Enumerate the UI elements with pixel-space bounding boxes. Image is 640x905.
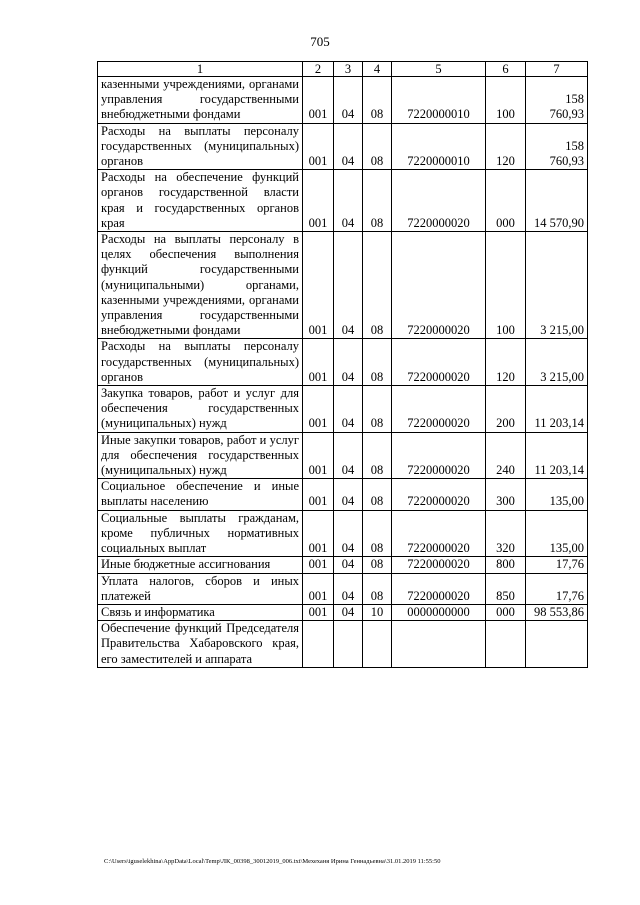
section-code: 04 <box>334 510 363 557</box>
item-name: Иные закупки товаров, работ и услуг для обеспечения государственных (муниципальных) нужд <box>98 432 303 479</box>
expense-type-code: 100 <box>486 232 526 339</box>
column-header: 3 <box>334 62 363 77</box>
expense-type-code: 300 <box>486 479 526 510</box>
subsection-code: 10 <box>363 604 392 620</box>
subsection-code: 08 <box>363 557 392 573</box>
subsection-code: 08 <box>363 170 392 232</box>
section-code: 04 <box>334 479 363 510</box>
subsection-code: 08 <box>363 123 392 170</box>
admin-code: 001 <box>303 386 334 433</box>
target-article-code: 7220000020 <box>392 432 486 479</box>
section-code: 04 <box>334 339 363 386</box>
section-code: 04 <box>334 232 363 339</box>
admin-code: 001 <box>303 339 334 386</box>
table-row <box>98 170 588 232</box>
target-article-code: 7220000020 <box>392 232 486 339</box>
item-name: Уплата налогов, сборов и иных платежей <box>98 573 303 604</box>
admin-code: 001 <box>303 432 334 479</box>
expense-type-code: 800 <box>486 557 526 573</box>
column-header: 7 <box>526 62 588 77</box>
file-path-footer: C:\Users\iguselekhina\AppData\Local\Temp\ЛК_00398_30012019_006.txt\Мехеханя Ирина Геннадьевна\31.01.2019 11:55:50 <box>104 858 441 865</box>
column-header: 1 <box>98 62 303 77</box>
item-name: Расходы на обеспечение функций органов государственной власти края и государственных органов края <box>98 170 303 232</box>
item-name: казенными учреждениями, органами управления государственными внебюджетными фондами <box>98 77 303 124</box>
section-code: 04 <box>334 170 363 232</box>
target-article-code: 7220000020 <box>392 557 486 573</box>
amount: 135,00 <box>526 510 588 557</box>
table-row <box>98 123 588 170</box>
subsection-code: 08 <box>363 432 392 479</box>
amount: 98 553,86 <box>526 604 588 620</box>
subsection-code: 08 <box>363 510 392 557</box>
amount: 3 215,00 <box>526 339 588 386</box>
admin-code: 001 <box>303 573 334 604</box>
expense-type-code: 120 <box>486 339 526 386</box>
expense-type-code: 200 <box>486 386 526 433</box>
budget-table <box>97 61 588 668</box>
section-code: 04 <box>334 432 363 479</box>
column-header: 2 <box>303 62 334 77</box>
column-header: 5 <box>392 62 486 77</box>
expense-type-code: 320 <box>486 510 526 557</box>
table-row <box>98 604 588 620</box>
target-article-code: 7220000020 <box>392 170 486 232</box>
item-name: Расходы на выплаты персоналу государственных (муниципальных) органов <box>98 339 303 386</box>
target-article-code: 0000000000 <box>392 604 486 620</box>
admin-code: 001 <box>303 232 334 339</box>
expense-type-code <box>486 621 526 668</box>
amount: 3 215,00 <box>526 232 588 339</box>
item-name: Расходы на выплаты персоналу государственных (муниципальных) органов <box>98 123 303 170</box>
amount: 14 570,90 <box>526 170 588 232</box>
subsection-code: 08 <box>363 339 392 386</box>
admin-code <box>303 621 334 668</box>
amount: 158 760,93 <box>526 77 588 124</box>
section-code: 04 <box>334 557 363 573</box>
expense-type-code: 850 <box>486 573 526 604</box>
table-row <box>98 432 588 479</box>
expense-type-code: 100 <box>486 77 526 124</box>
table-row <box>98 386 588 433</box>
page-number: 705 <box>310 34 330 49</box>
table-header-row <box>98 62 588 77</box>
table-row <box>98 479 588 510</box>
table-row <box>98 510 588 557</box>
target-article-code: 7220000010 <box>392 77 486 124</box>
table-row <box>98 557 588 573</box>
expense-type-code: 240 <box>486 432 526 479</box>
table-row <box>98 232 588 339</box>
amount: 17,76 <box>526 573 588 604</box>
target-article-code: 7220000020 <box>392 573 486 604</box>
amount: 11 203,14 <box>526 432 588 479</box>
table-row <box>98 573 588 604</box>
target-article-code: 7220000010 <box>392 123 486 170</box>
expense-type-code: 000 <box>486 170 526 232</box>
item-name: Связь и информатика <box>98 604 303 620</box>
target-article-code: 7220000020 <box>392 510 486 557</box>
target-article-code: 7220000020 <box>392 339 486 386</box>
table-row <box>98 339 588 386</box>
column-header: 6 <box>486 62 526 77</box>
amount: 135,00 <box>526 479 588 510</box>
admin-code: 001 <box>303 170 334 232</box>
amount: 158 760,93 <box>526 123 588 170</box>
admin-code: 001 <box>303 557 334 573</box>
subsection-code: 08 <box>363 386 392 433</box>
item-name: Социальные выплаты гражданам, кроме публичных нормативных социальных выплат <box>98 510 303 557</box>
item-name: Иные бюджетные ассигнования <box>98 557 303 573</box>
admin-code: 001 <box>303 510 334 557</box>
section-code: 04 <box>334 573 363 604</box>
amount: 11 203,14 <box>526 386 588 433</box>
admin-code: 001 <box>303 604 334 620</box>
item-name: Расходы на выплаты персоналу в целях обеспечения выполнения функций государственными (муниципальными) органами, казенными учреждениями, органами управления государственными внебюджетными фондами <box>98 232 303 339</box>
subsection-code: 08 <box>363 232 392 339</box>
section-code: 04 <box>334 386 363 433</box>
expense-type-code: 000 <box>486 604 526 620</box>
admin-code: 001 <box>303 479 334 510</box>
column-header: 4 <box>363 62 392 77</box>
target-article-code <box>392 621 486 668</box>
subsection-code: 08 <box>363 573 392 604</box>
section-code <box>334 621 363 668</box>
expense-type-code: 120 <box>486 123 526 170</box>
item-name: Обеспечение функций Председателя Правительства Хабаровского края, его заместителей и аппарата <box>98 621 303 668</box>
subsection-code: 08 <box>363 77 392 124</box>
section-code: 04 <box>334 123 363 170</box>
section-code: 04 <box>334 77 363 124</box>
table-row <box>98 621 588 668</box>
target-article-code: 7220000020 <box>392 479 486 510</box>
section-code: 04 <box>334 604 363 620</box>
subsection-code: 08 <box>363 479 392 510</box>
item-name: Социальное обеспечение и иные выплаты населению <box>98 479 303 510</box>
subsection-code <box>363 621 392 668</box>
amount: 17,76 <box>526 557 588 573</box>
target-article-code: 7220000020 <box>392 386 486 433</box>
table-row <box>98 77 588 124</box>
item-name: Закупка товаров, работ и услуг для обеспечения государственных (муниципальных) нужд <box>98 386 303 433</box>
amount <box>526 621 588 668</box>
admin-code: 001 <box>303 77 334 124</box>
admin-code: 001 <box>303 123 334 170</box>
